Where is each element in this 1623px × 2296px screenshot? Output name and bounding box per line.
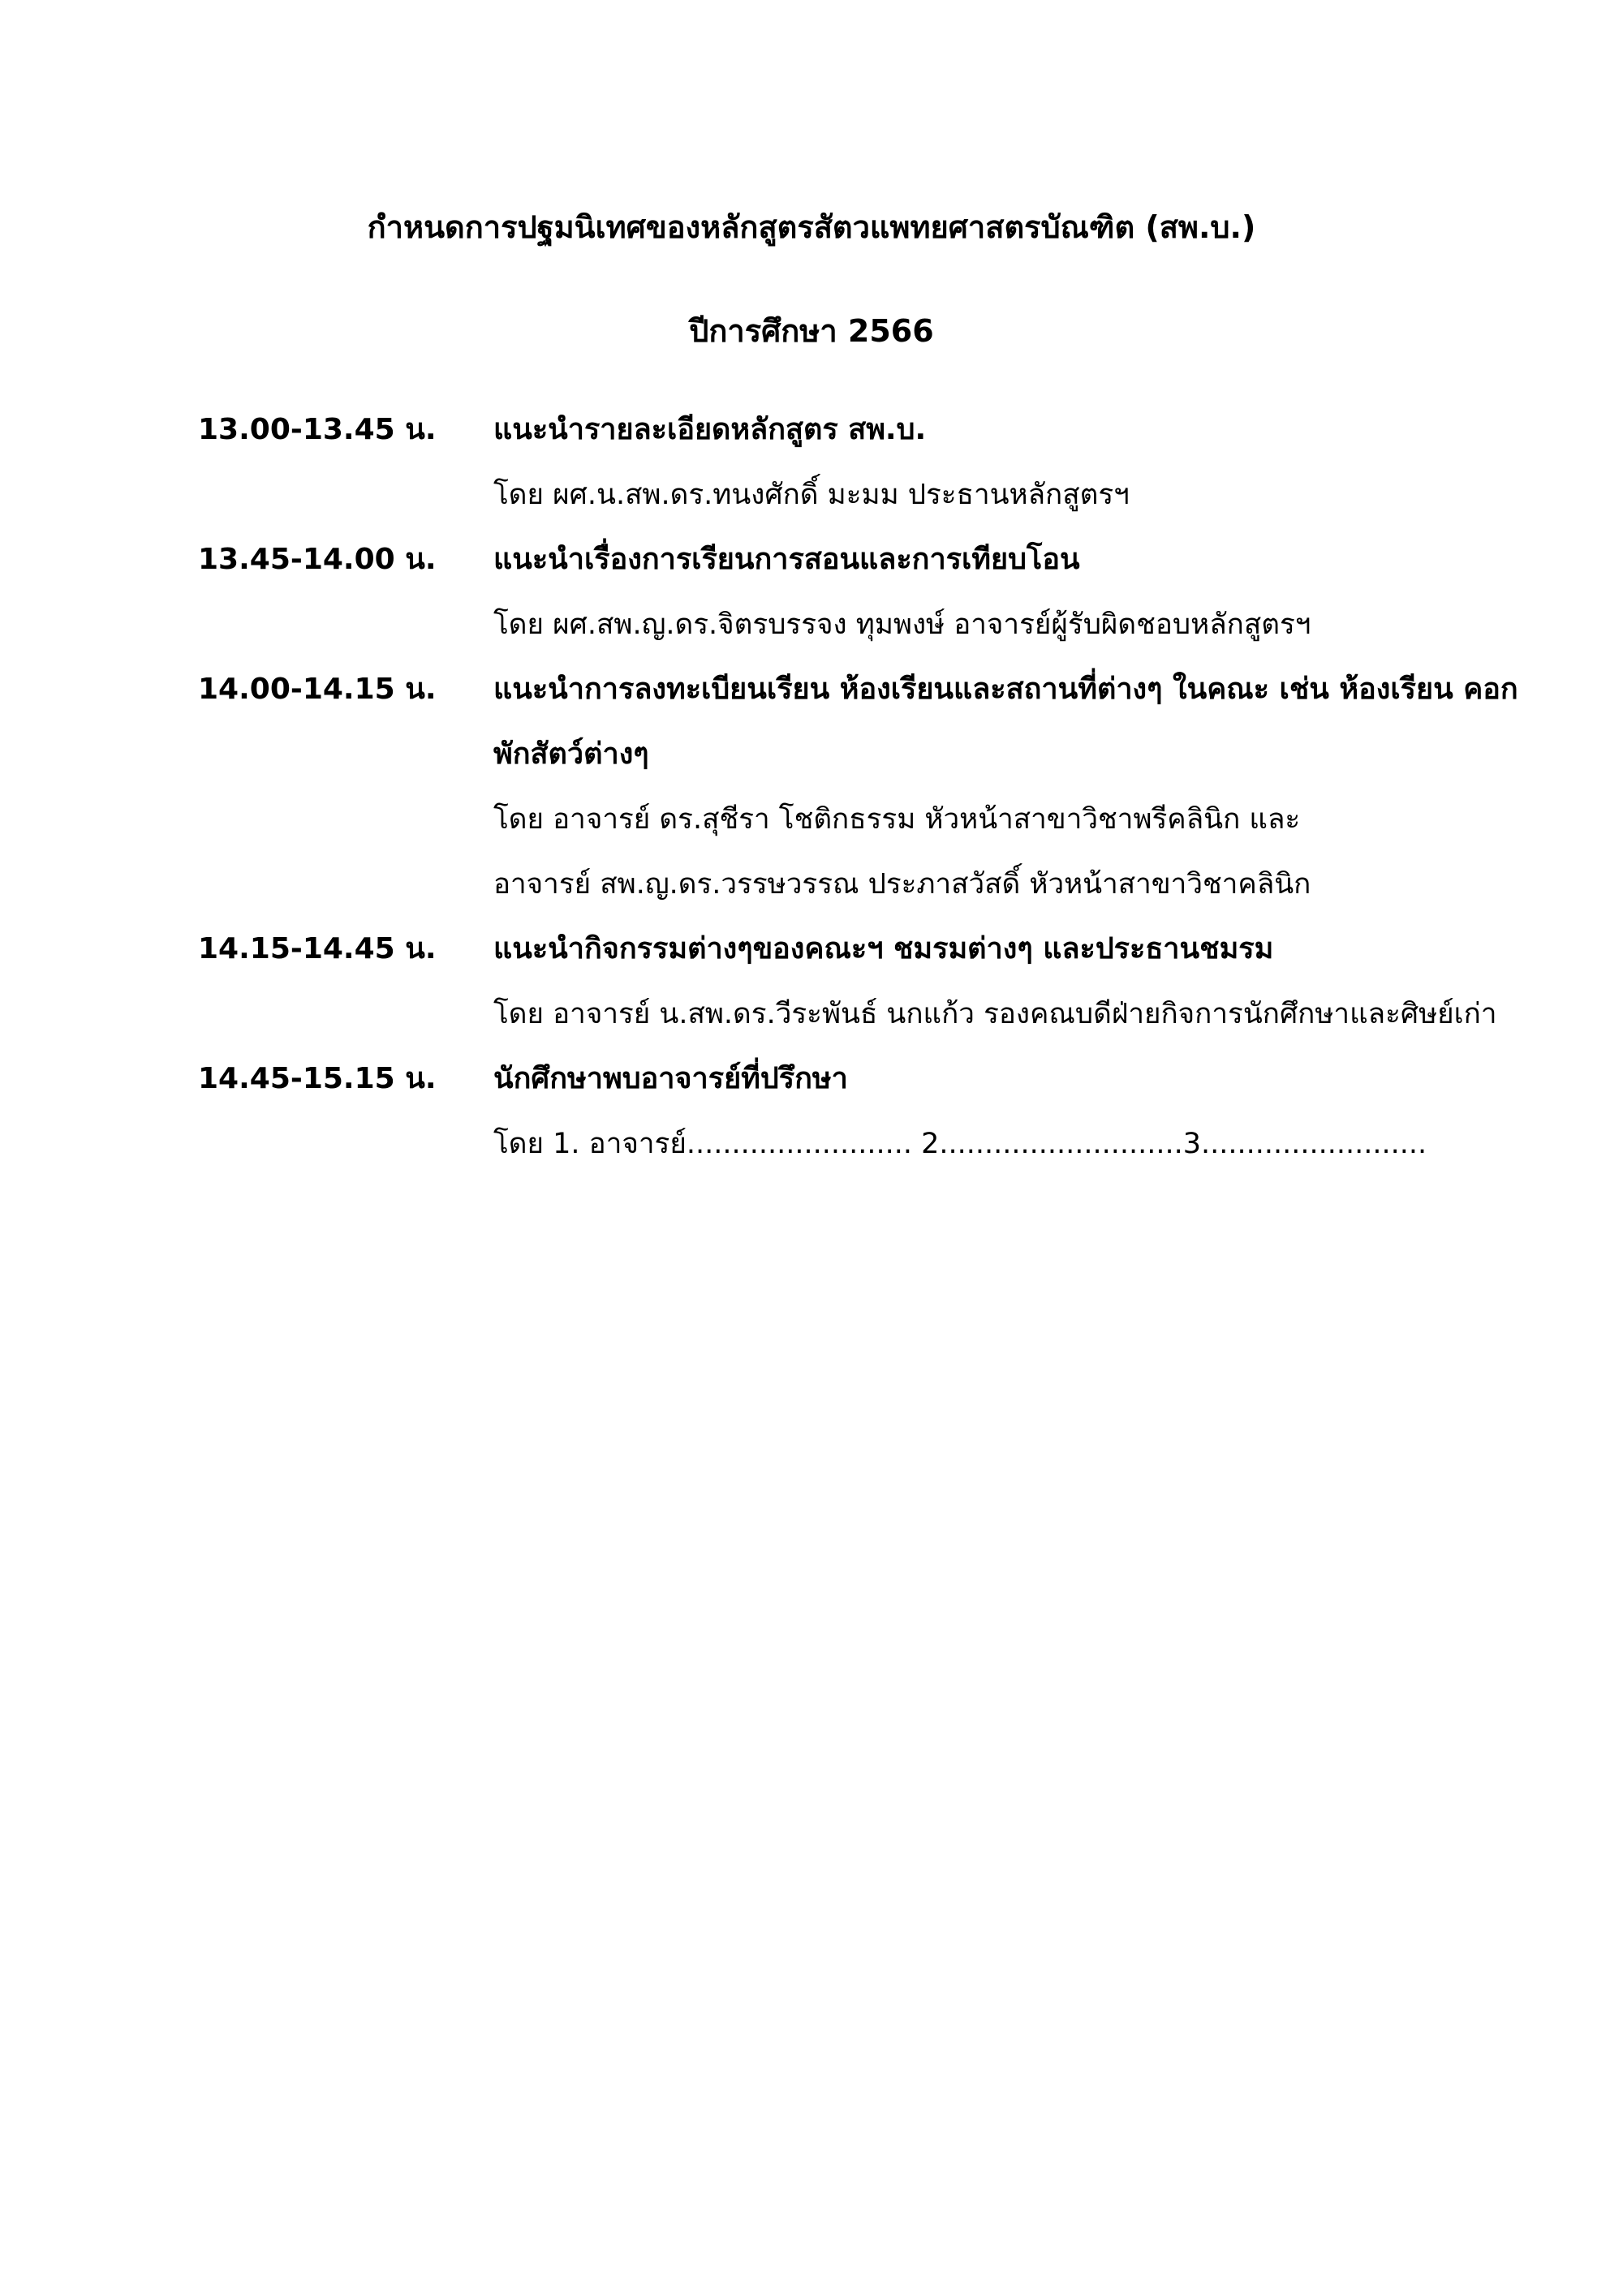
schedule-speaker-4: โดย อาจารย์ น.สพ.ดร.วีระพันธ์ นกแก้ว รองคณบดีฝ่ายกิจการนักศึกษาและศิษย์เก่า <box>493 998 1497 1030</box>
document-title: กำหนดการปฐมนิเทศของหลักสูตรสัตวแพทยศาสตรบัณฑิต (สพ.บ.) <box>367 209 1256 245</box>
schedule-time-2: 13.45-14.00 น. <box>198 543 437 576</box>
schedule-speaker-3a: โดย อาจารย์ ดร.สุชีรา โชติกธรรม หัวหน้าสาขาวิชาพรีคลินิก และ <box>493 803 1301 836</box>
schedule-speaker-2: โดย ผศ.สพ.ญ.ดร.จิตรบรรจง ทุมพงษ์ อาจารย์ผู้รับผิดชอบหลักสูตรฯ <box>493 608 1311 641</box>
schedule-topic-3-cont: พักสัตว์ต่างๆ <box>493 737 649 771</box>
schedule-time-1: 13.00-13.45 น. <box>198 413 437 446</box>
schedule-speaker-1: โดย ผศ.น.สพ.ดร.ทนงศักดิ์ มะมม ประธานหลักสูตรฯ <box>493 479 1130 511</box>
document-subtitle: ปีการศึกษา 2566 <box>689 313 934 349</box>
schedule-topic-3: แนะนำการลงทะเบียนเรียน ห้องเรียนและสถานที่ต่างๆ ในคณะ เช่น ห้องเรียน คอก <box>493 673 1518 706</box>
schedule-topic-1: แนะนำรายละเอียดหลักสูตร สพ.บ. <box>493 413 927 446</box>
schedule-topic-2: แนะนำเรื่องการเรียนการสอนและการเทียบโอน <box>493 543 1080 576</box>
schedule-topic-4: แนะนำกิจกรรมต่างๆของคณะฯ ชมรมต่างๆ และประธานชมรม <box>493 932 1274 965</box>
schedule-speaker-5: โดย 1. อาจารย์......................... 2...........................3......................... <box>493 1128 1427 1160</box>
schedule-topic-5: นักศึกษาพบอาจารย์ที่ปรึกษา <box>493 1062 848 1095</box>
schedule-time-3: 14.00-14.15 น. <box>198 673 437 706</box>
schedule-time-5: 14.45-15.15 น. <box>198 1062 437 1095</box>
schedule-time-4: 14.15-14.45 น. <box>198 932 437 965</box>
schedule-speaker-3b: อาจารย์ สพ.ญ.ดร.วรรษวรรณ ประภาสวัสดิ์ หัวหน้าสาขาวิชาคลินิก <box>493 868 1311 901</box>
